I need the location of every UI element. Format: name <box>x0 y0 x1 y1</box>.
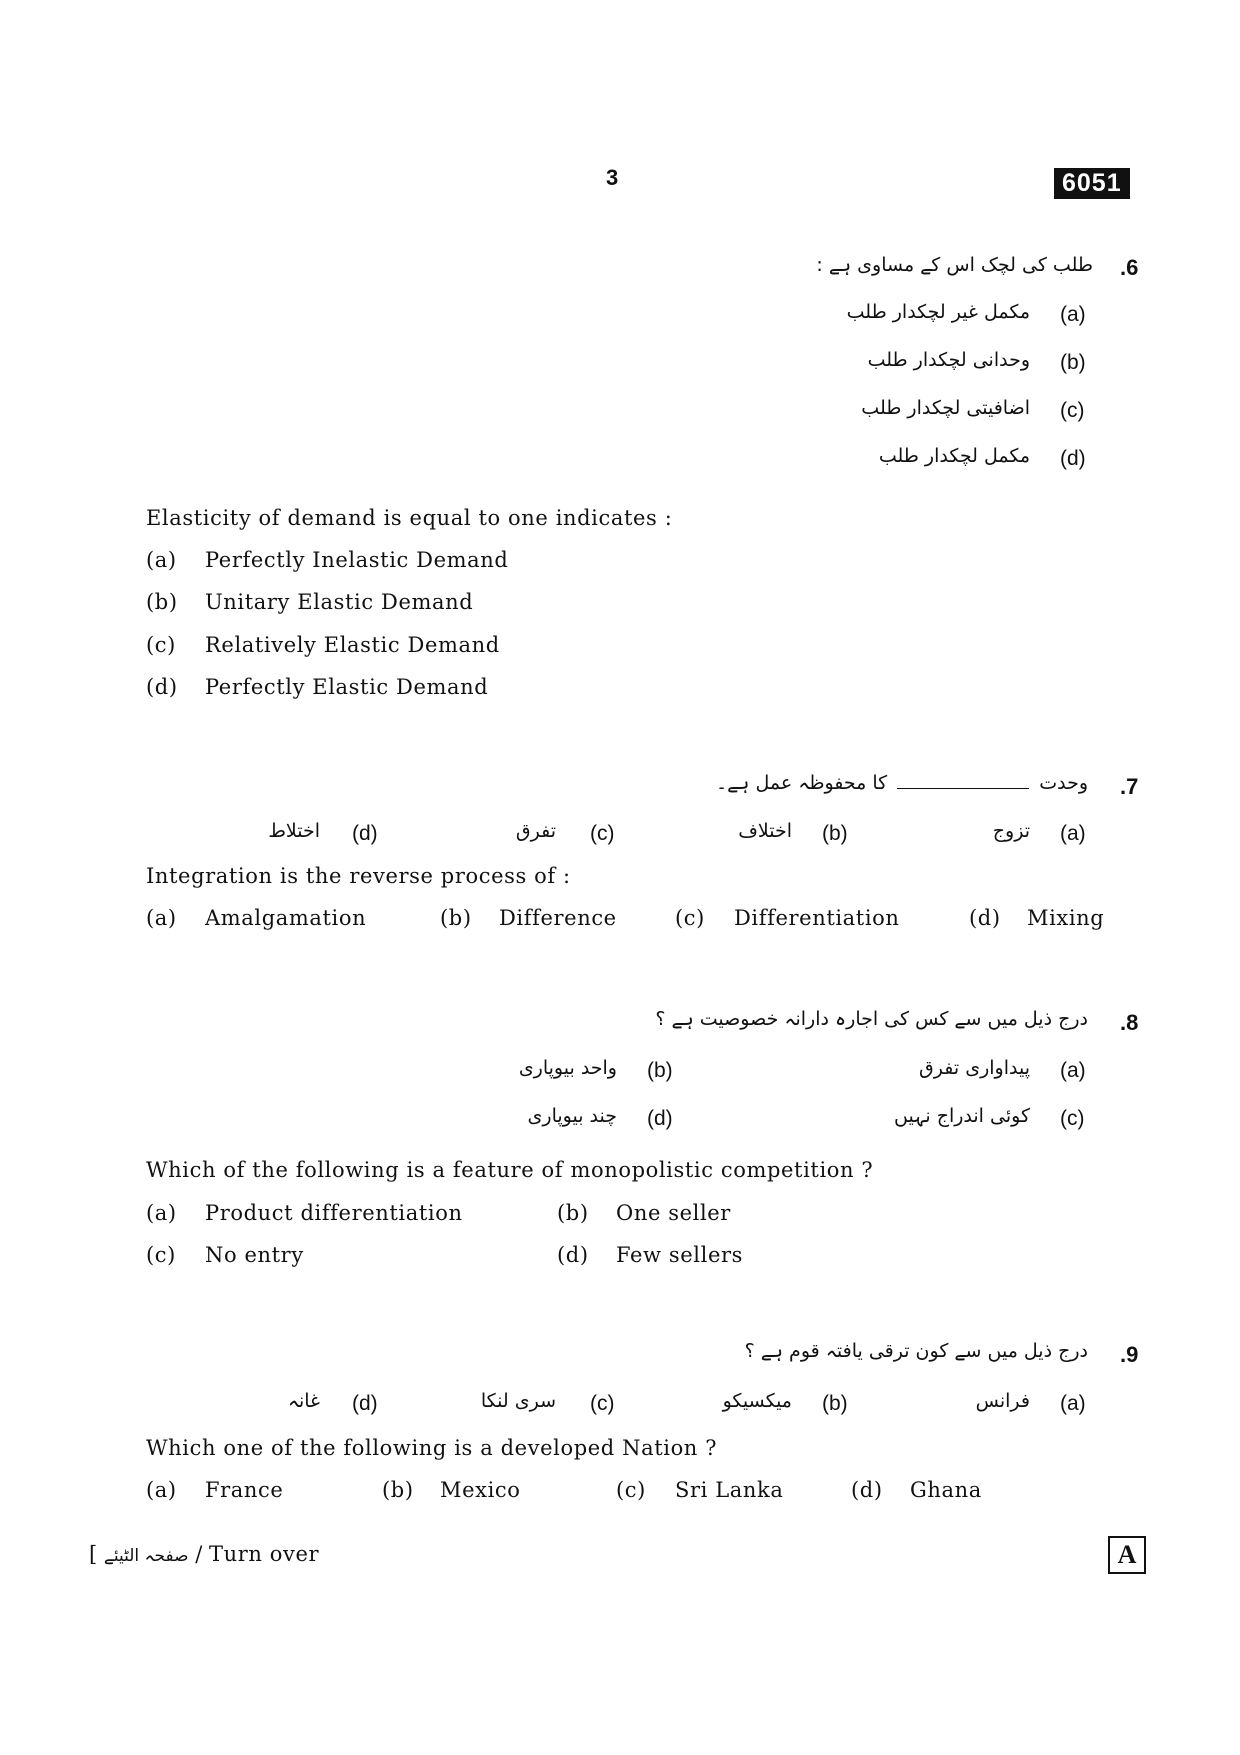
q8-urdu-label-a: (a) <box>1060 1059 1086 1082</box>
q6-english-option-a: Perfectly Inelastic Demand <box>205 548 509 572</box>
q7-number: .7 <box>1120 774 1139 799</box>
page-number: 3 <box>606 165 619 190</box>
turn-over-note <box>89 1542 319 1566</box>
q6-number: .6 <box>1120 255 1139 280</box>
q6-english-label-d: (d) <box>146 675 178 699</box>
paper-code-badge: 6051 <box>1054 168 1130 199</box>
q7-english-option-d: Mixing <box>1027 906 1105 930</box>
q7-english-label-b: (b) <box>440 906 472 930</box>
q7-blank-line <box>897 788 1029 789</box>
q8-urdu-option-c: کوئی اندراج نہیں <box>894 1105 1030 1127</box>
q8-english-label-d: (d) <box>557 1243 589 1267</box>
q6-english-label-c: (c) <box>146 633 176 657</box>
q7-english-label-c: (c) <box>675 906 705 930</box>
q9-english-label-d: (d) <box>851 1478 883 1502</box>
turn-over-urdu: صفحہ الٹیئے <box>103 1546 189 1566</box>
q6-english-label-b: (b) <box>146 590 178 614</box>
q8-urdu-label-d: (d) <box>647 1107 673 1130</box>
q9-english-label-c: (c) <box>616 1478 646 1502</box>
q6-english-option-b: Unitary Elastic Demand <box>205 590 474 614</box>
q9-urdu-label-b: (b) <box>822 1392 848 1415</box>
q6-urdu-option-d: مکمل لچکدار طلب <box>878 445 1030 467</box>
q9-english-option-c: Sri Lanka <box>675 1478 784 1502</box>
q9-english-option-b: Mexico <box>440 1478 521 1502</box>
q9-urdu-label-d: (d) <box>352 1392 378 1415</box>
q6-urdu-label-b: (b) <box>1060 351 1086 374</box>
q7-english-label-a: (a) <box>146 906 177 930</box>
q6-urdu-label-a: (a) <box>1060 303 1086 326</box>
q7-urdu-option-c: تفرق <box>515 820 556 842</box>
q9-english-question: Which one of the following is a developed Nation ? <box>146 1436 718 1460</box>
q6-english-option-c: Relatively Elastic Demand <box>205 633 500 657</box>
q8-number: .8 <box>1120 1010 1139 1035</box>
q8-urdu-label-b: (b) <box>647 1059 673 1082</box>
q8-urdu-question: درج ذیل میں سے کس کی اجارہ دارانہ خصوصیت ہے ؟ <box>655 1008 1088 1030</box>
q9-urdu-option-d: غانہ <box>287 1390 320 1412</box>
q7-english-option-b: Difference <box>499 906 617 930</box>
q7-urdu-label-b: (b) <box>822 822 848 845</box>
q6-english-label-a: (a) <box>146 548 177 572</box>
q8-urdu-label-c: (c) <box>1060 1107 1085 1130</box>
q7-urdu-option-a: تزوج <box>992 820 1030 842</box>
q6-english-option-d: Perfectly Elastic Demand <box>205 675 489 699</box>
q7-english-option-c: Differentiation <box>734 906 900 930</box>
q9-urdu-option-c: سری لنکا <box>480 1390 556 1412</box>
q6-urdu-label-d: (d) <box>1060 447 1086 470</box>
q6-urdu-option-c: اضافیتی لچکدار طلب <box>861 397 1030 419</box>
q7-urdu-option-b: اختلاف <box>738 820 792 842</box>
q9-urdu-option-b: میکسیکو <box>722 1390 792 1412</box>
q9-urdu-question: درج ذیل میں سے کون ترقی یافتہ قوم ہے ؟ <box>744 1340 1088 1362</box>
q6-urdu-option-b: وحدانی لچکدار طلب <box>867 349 1030 371</box>
q6-urdu-label-c: (c) <box>1060 399 1085 422</box>
q8-urdu-option-a: پیداواری تفرق <box>919 1057 1030 1079</box>
q9-number: .9 <box>1120 1342 1139 1367</box>
q9-english-label-a: (a) <box>146 1478 177 1502</box>
q8-english-option-a: Product differentiation <box>205 1201 463 1225</box>
q8-english-label-a: (a) <box>146 1201 177 1225</box>
version-box: A <box>1108 1536 1146 1574</box>
q8-english-label-c: (c) <box>146 1243 176 1267</box>
turn-over-english: / Turn over <box>195 1542 320 1566</box>
q8-english-option-b: One seller <box>616 1201 731 1225</box>
q9-urdu-label-a: (a) <box>1060 1392 1086 1415</box>
q7-urdu-q-end: کا محفوظہ عمل ہے۔ <box>716 772 888 794</box>
q6-english-question: Elasticity of demand is equal to one indicates : <box>146 506 673 530</box>
q8-urdu-option-d: چند بیوپاری <box>527 1105 617 1127</box>
turn-over-open-bracket: [ <box>89 1542 98 1566</box>
q8-english-option-c: No entry <box>205 1243 304 1267</box>
q7-urdu-label-a: (a) <box>1060 822 1086 845</box>
q7-urdu-label-d: (d) <box>352 822 378 845</box>
q6-urdu-question: طلب کی لچک اس کے مساوی ہے : <box>816 254 1093 276</box>
q7-english-question: Integration is the reverse process of : <box>146 864 571 888</box>
q9-urdu-label-c: (c) <box>590 1392 615 1415</box>
q9-english-option-a: France <box>205 1478 284 1502</box>
q7-urdu-option-d: اختلاط <box>268 820 320 842</box>
q9-english-label-b: (b) <box>382 1478 414 1502</box>
q7-english-option-a: Amalgamation <box>205 906 367 930</box>
q7-english-label-d: (d) <box>969 906 1001 930</box>
q8-english-option-d: Few sellers <box>616 1243 743 1267</box>
q6-urdu-option-a: مکمل غیر لچکدار طلب <box>846 301 1030 323</box>
q8-urdu-option-b: واحد بیوپاری <box>518 1057 617 1079</box>
q7-urdu-q-start: وحدت <box>1039 772 1088 794</box>
q9-english-option-d: Ghana <box>910 1478 982 1502</box>
q7-urdu-question <box>716 772 1088 794</box>
q8-english-question: Which of the following is a feature of monopolistic competition ? <box>146 1158 874 1182</box>
q8-english-label-b: (b) <box>557 1201 589 1225</box>
q7-urdu-label-c: (c) <box>590 822 615 845</box>
q9-urdu-option-a: فرانس <box>975 1390 1030 1412</box>
